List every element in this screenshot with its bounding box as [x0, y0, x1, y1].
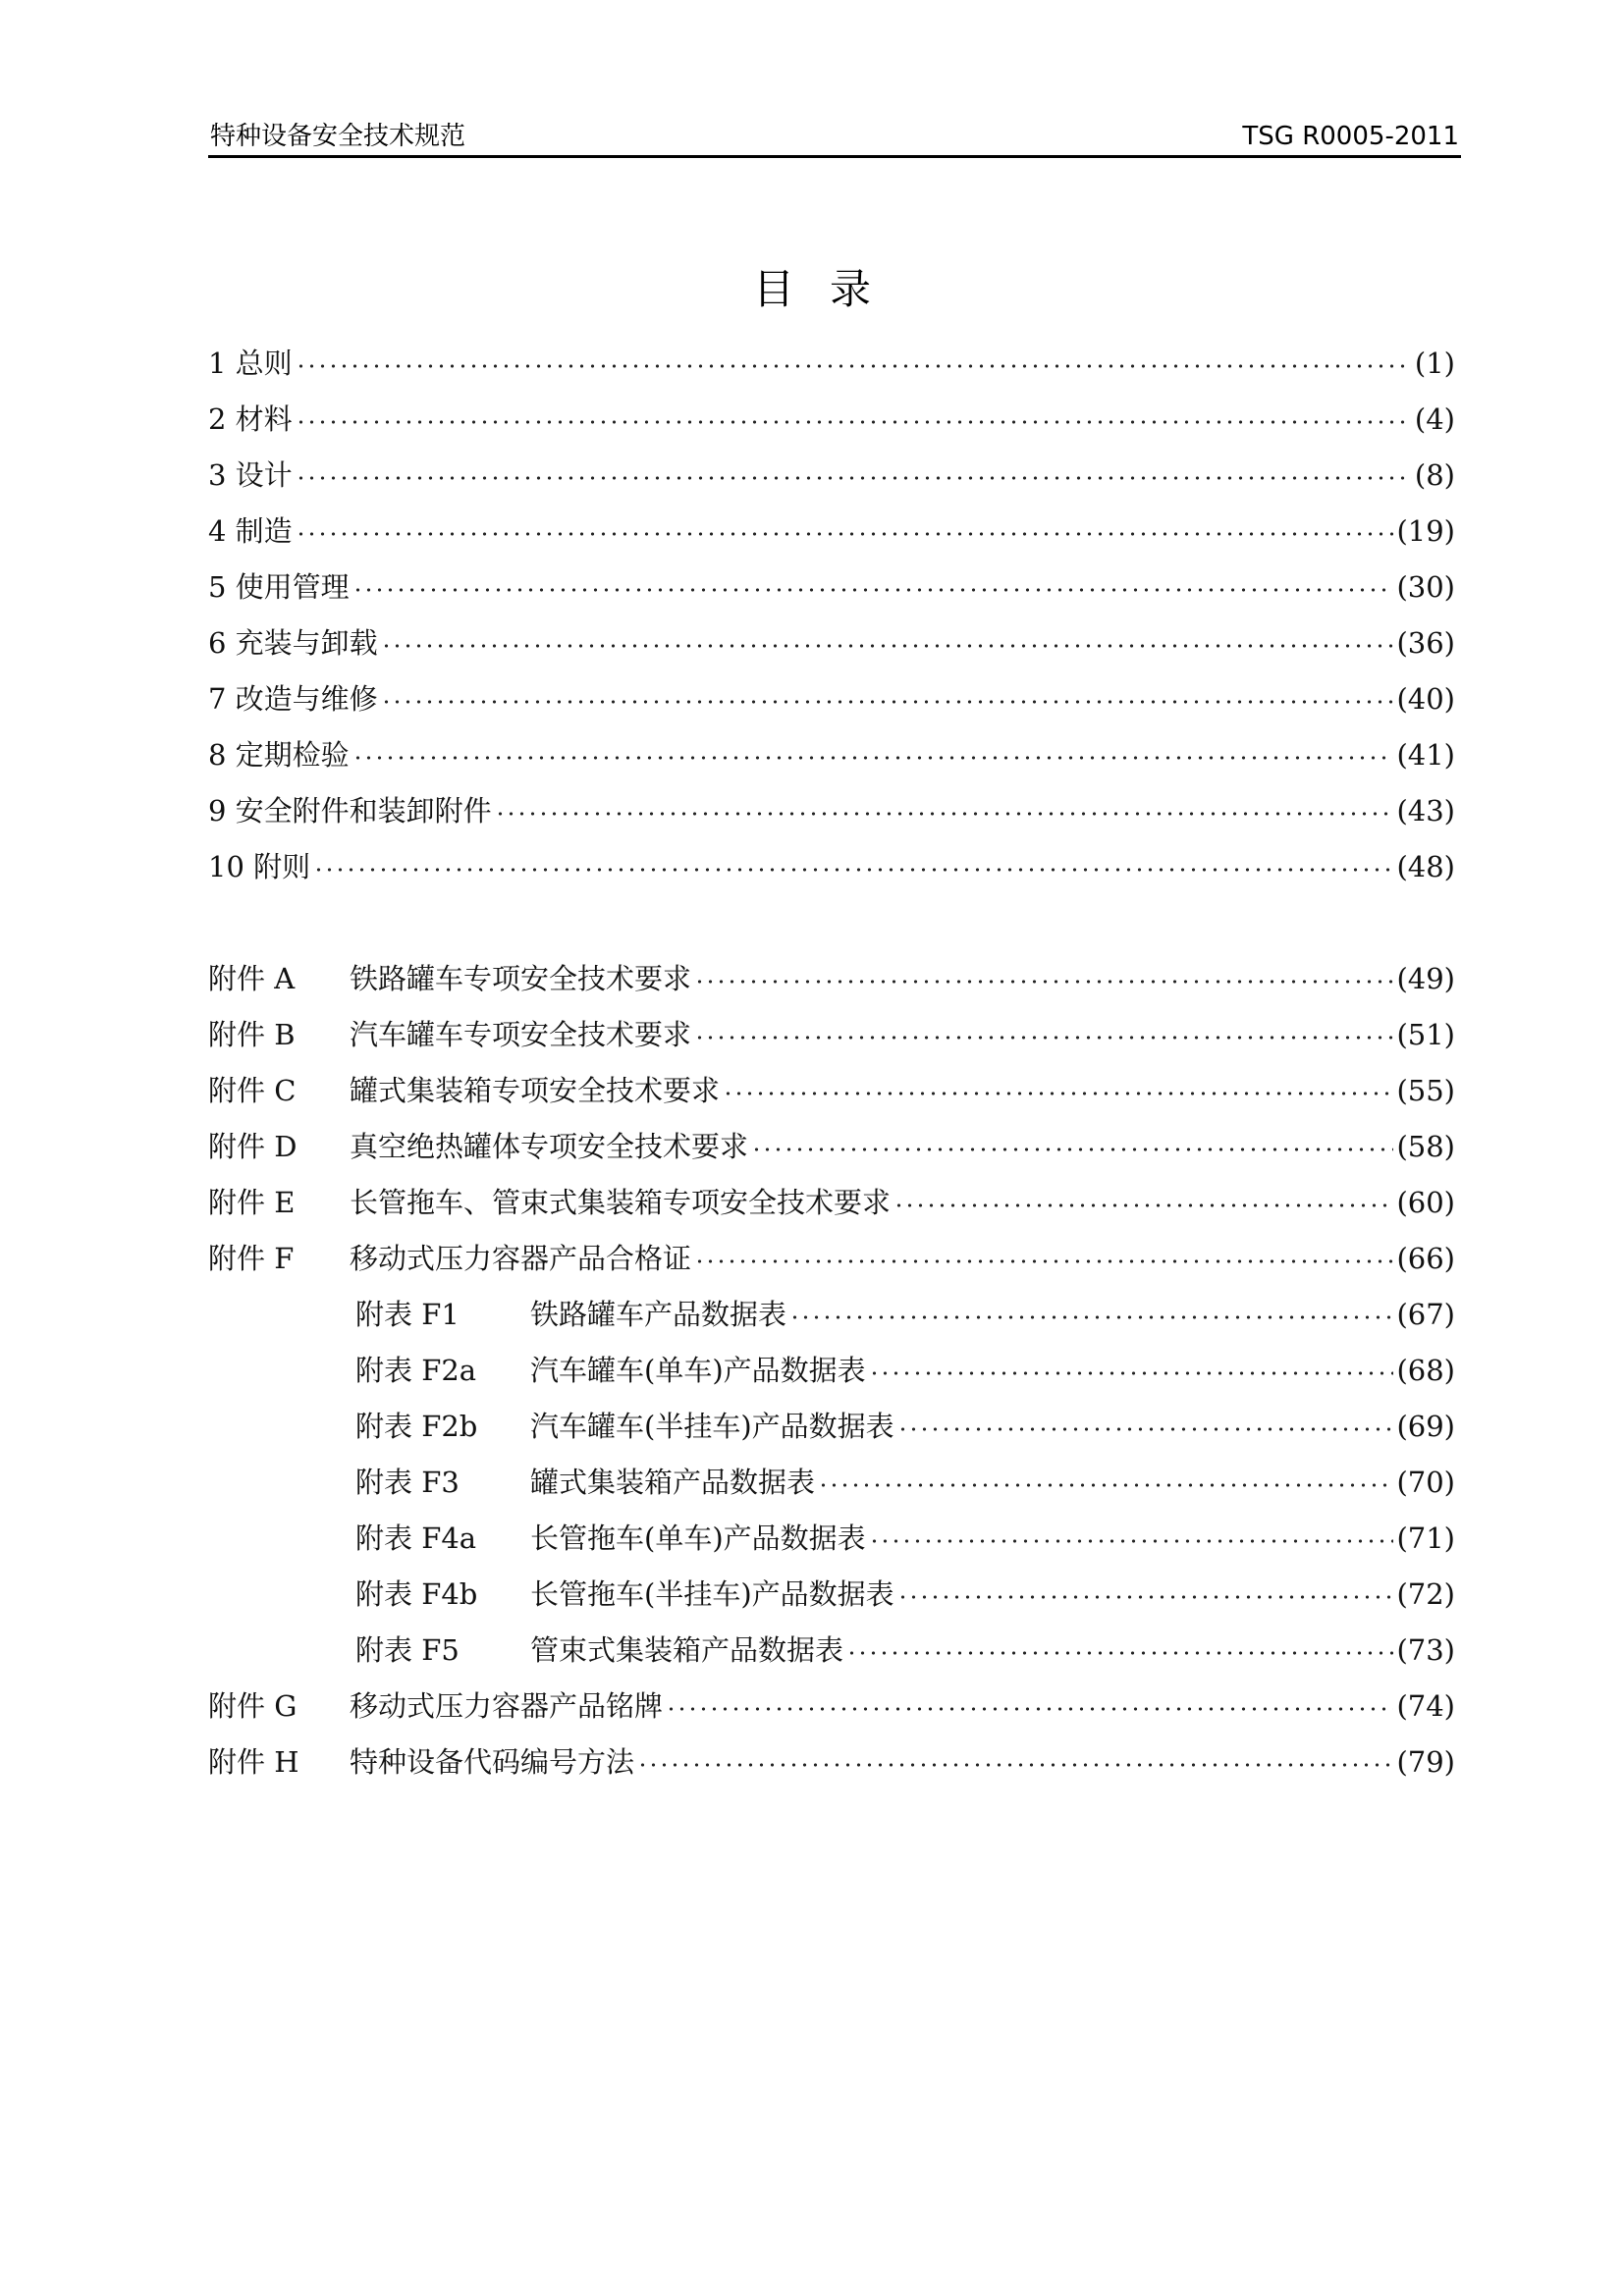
toc-entry-code: 附表 F5: [355, 1633, 460, 1667]
toc-entry-chapter-4[interactable]: [208, 511, 1455, 567]
toc-entry-page: (49): [1396, 962, 1455, 995]
toc-entry-table-f2b[interactable]: [208, 1407, 1455, 1463]
toc-entry-page: (48): [1396, 850, 1455, 883]
table-of-contents: [208, 344, 1455, 1798]
toc-entry-page: (70): [1396, 1466, 1455, 1499]
toc-entry-page: (71): [1396, 1522, 1455, 1555]
toc-leader-dots: [869, 1351, 1394, 1376]
toc-entry-appendix-b[interactable]: [208, 1015, 1455, 1071]
toc-entry-appendix-c[interactable]: [208, 1071, 1455, 1127]
toc-entry-page: (19): [1396, 514, 1455, 548]
toc-entry-code: 附表 F4b: [355, 1577, 478, 1611]
toc-entry-label: 2 材料: [208, 402, 293, 436]
toc-entry-text: 真空绝热罐体专项安全技术要求: [350, 1130, 749, 1163]
toc-leader-dots: [694, 1239, 1393, 1264]
toc-entry-table-f5[interactable]: [208, 1630, 1455, 1686]
toc-entry-chapter-9[interactable]: [208, 791, 1455, 847]
toc-entry-text: 特种设备代码编号方法: [350, 1745, 635, 1779]
toc-entry-table-f2a[interactable]: [208, 1351, 1455, 1407]
toc-entry-code: 附件 H: [208, 1745, 299, 1779]
toc-leader-dots: [789, 1295, 1393, 1320]
toc-leader-dots: [869, 1519, 1394, 1544]
toc-leader-dots: [352, 567, 1394, 593]
toc-entry-page: (74): [1396, 1689, 1455, 1723]
toc-entry-chapter-7[interactable]: [208, 679, 1455, 735]
toc-entry-page: (51): [1396, 1018, 1455, 1051]
toc-leader-dots: [381, 679, 1394, 705]
toc-leader-dots: [637, 1742, 1393, 1768]
toc-entry-text: 管束式集装箱产品数据表: [530, 1633, 844, 1667]
toc-entry-text: 移动式压力容器产品合格证: [350, 1242, 692, 1275]
toc-entry-label: 7 改造与维修: [208, 682, 378, 716]
toc-entry-label: 5 使用管理: [208, 570, 350, 604]
toc-entry-page: (43): [1396, 794, 1455, 828]
toc-entry-page: (79): [1396, 1745, 1455, 1779]
toc-entry-code: 附表 F4a: [355, 1522, 477, 1555]
toc-entry-page: (36): [1396, 626, 1455, 660]
toc-entry-code: 附表 F2b: [355, 1410, 478, 1443]
toc-entry-code: 附件 G: [208, 1689, 298, 1723]
toc-entry-chapter-10[interactable]: [208, 847, 1455, 903]
page-title: 目录: [752, 265, 906, 313]
toc-entry-text: 铁路罐车专项安全技术要求: [350, 962, 692, 995]
toc-leader-dots: [381, 623, 1394, 649]
toc-entry-code: 附件 C: [208, 1074, 297, 1107]
toc-entry-text: 移动式压力容器产品铭牌: [350, 1689, 664, 1723]
toc-entry-label: 6 充装与卸载: [208, 626, 378, 660]
toc-entry-code: 附件 B: [208, 1018, 296, 1051]
toc-entry-page: (30): [1396, 570, 1455, 604]
toc-entry-chapter-3[interactable]: [208, 455, 1455, 511]
toc-entry-label: 1 总则: [208, 347, 293, 380]
toc-leader-dots: [897, 1575, 1394, 1600]
toc-entry-appendix-e[interactable]: [208, 1183, 1455, 1239]
toc-leader-dots: [296, 400, 1412, 425]
toc-entry-chapter-2[interactable]: [208, 400, 1455, 455]
toc-leader-dots: [296, 344, 1412, 369]
toc-entry-page: (72): [1396, 1577, 1455, 1611]
toc-entry-chapter-1[interactable]: [208, 344, 1455, 400]
toc-entry-page: (58): [1396, 1130, 1455, 1163]
toc-leader-dots: [846, 1630, 1393, 1656]
toc-entry-label: 9 安全附件和装卸附件: [208, 794, 492, 828]
toc-leader-dots: [723, 1071, 1393, 1096]
toc-entry-label: 8 定期检验: [208, 738, 350, 772]
page-header: [208, 122, 1461, 158]
toc-leader-dots: [296, 455, 1412, 481]
toc-entry-label: 3 设计: [208, 458, 293, 492]
toc-leader-dots: [495, 791, 1394, 817]
toc-entry-appendix-f[interactable]: [208, 1239, 1455, 1295]
toc-leader-dots: [751, 1127, 1393, 1152]
toc-leader-dots: [666, 1686, 1393, 1712]
toc-entry-page: (60): [1396, 1186, 1455, 1219]
toc-leader-dots: [313, 847, 1393, 873]
toc-entry-chapter-6[interactable]: [208, 623, 1455, 679]
toc-entry-text: 汽车罐车(半挂车)产品数据表: [530, 1410, 894, 1443]
toc-entry-text: 汽车罐车专项安全技术要求: [350, 1018, 692, 1051]
toc-entry-page: (69): [1396, 1410, 1455, 1443]
toc-entry-text: 长管拖车、管束式集装箱专项安全技术要求: [350, 1186, 892, 1219]
toc-entry-page: (8): [1414, 458, 1455, 492]
toc-entry-text: 长管拖车(单车)产品数据表: [530, 1522, 866, 1555]
toc-entry-text: 罐式集装箱专项安全技术要求: [350, 1074, 721, 1107]
toc-entry-code: 附件 F: [208, 1242, 295, 1275]
toc-leader-dots: [694, 959, 1393, 985]
toc-entry-table-f4b[interactable]: [208, 1575, 1455, 1630]
toc-entry-page: (73): [1396, 1633, 1455, 1667]
toc-entry-label: 4 制造: [208, 514, 293, 548]
toc-entry-page: (1): [1414, 347, 1455, 380]
toc-entry-page: (55): [1396, 1074, 1455, 1107]
toc-entry-code: 附件 E: [208, 1186, 296, 1219]
toc-entry-page: (41): [1396, 738, 1455, 772]
toc-entry-table-f1[interactable]: [208, 1295, 1455, 1351]
toc-entry-text: 罐式集装箱产品数据表: [530, 1466, 816, 1499]
toc-entry-page: (66): [1396, 1242, 1455, 1275]
toc-entry-appendix-g[interactable]: [208, 1686, 1455, 1742]
toc-entry-chapter-5[interactable]: [208, 567, 1455, 623]
toc-leader-dots: [818, 1463, 1393, 1488]
toc-leader-dots: [352, 735, 1394, 761]
toc-entry-text: 铁路罐车产品数据表: [530, 1298, 787, 1331]
toc-leader-dots: [897, 1407, 1394, 1432]
header-spec-name: 特种设备安全技术规范: [210, 122, 466, 151]
toc-section-gap: [208, 903, 1455, 959]
toc-entry-page: (4): [1414, 402, 1455, 436]
toc-entry-code: 附表 F2a: [355, 1354, 477, 1387]
toc-entry-code: 附表 F3: [355, 1466, 460, 1499]
toc-entry-page: (68): [1396, 1354, 1455, 1387]
toc-entry-chapter-8[interactable]: [208, 735, 1455, 791]
toc-entry-table-f4a[interactable]: [208, 1519, 1455, 1575]
toc-entry-appendix-d[interactable]: [208, 1127, 1455, 1183]
toc-entry-page: (67): [1396, 1298, 1455, 1331]
toc-entry-text: 长管拖车(半挂车)产品数据表: [530, 1577, 894, 1611]
toc-entry-code: 附表 F1: [355, 1298, 460, 1331]
header-spec-code: TSG R0005-2011: [1242, 122, 1459, 151]
toc-entry-appendix-a[interactable]: [208, 959, 1455, 1015]
toc-entry-code: 附件 D: [208, 1130, 298, 1163]
toc-entry-page: (40): [1396, 682, 1455, 716]
toc-entry-appendix-h[interactable]: [208, 1742, 1455, 1798]
toc-leader-dots: [893, 1183, 1393, 1208]
toc-entry-code: 附件 A: [208, 962, 296, 995]
toc-entry-label: 10 附则: [208, 850, 311, 883]
toc-leader-dots: [296, 511, 1394, 537]
toc-entry-table-f3[interactable]: [208, 1463, 1455, 1519]
toc-leader-dots: [694, 1015, 1393, 1041]
toc-entry-text: 汽车罐车(单车)产品数据表: [530, 1354, 866, 1387]
